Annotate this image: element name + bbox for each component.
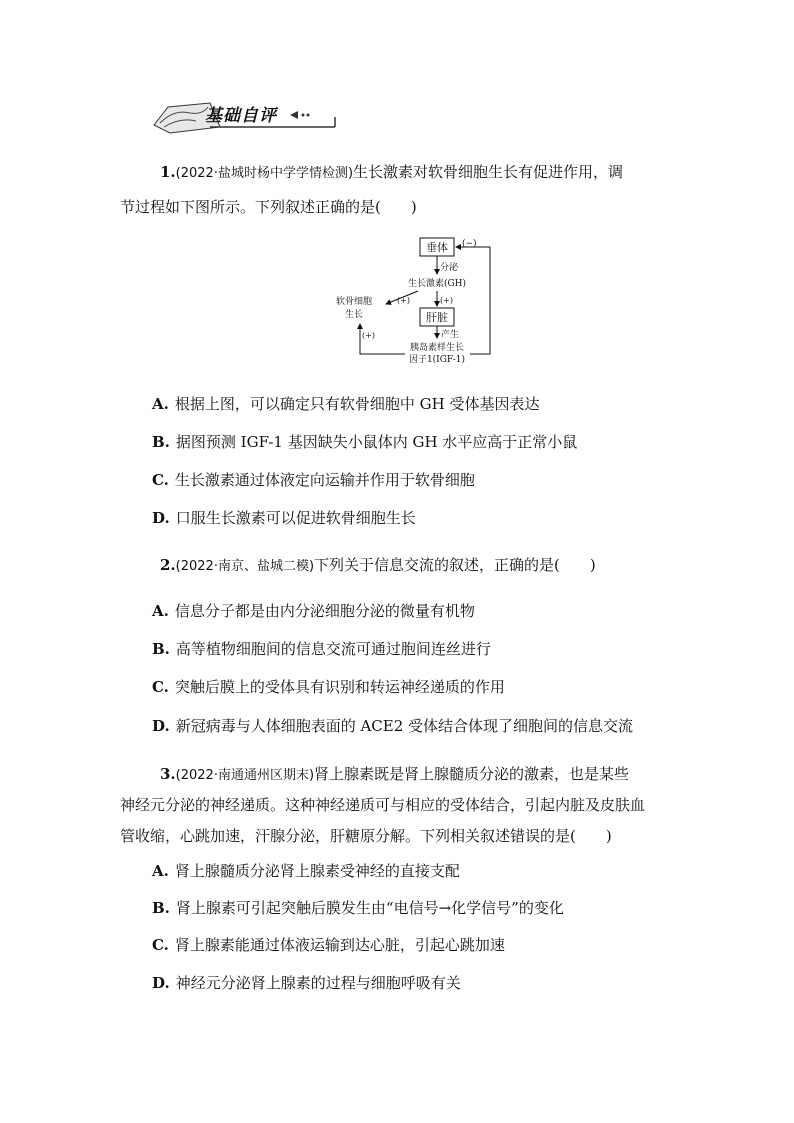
feedback-diagram — [330, 234, 500, 374]
question-1-line-1 — [160, 162, 623, 184]
q3-option-d[interactable]: D. 神经元分泌肾上腺素的过程与细胞呼吸有关 — [152, 974, 461, 992]
q2-option-d[interactable]: D. 新冠病毒与人体细胞表面的 ACE2 受体结合体现了细胞间的信息交流 — [152, 717, 634, 735]
cartilage-label-line-1: 软骨细胞 — [335, 297, 373, 307]
question-text: 下列关于信息交流的叙述，正确的是( ) — [314, 556, 596, 574]
question-number: 3. — [160, 765, 176, 783]
gh-label: 生长激素(GH) — [407, 279, 467, 289]
question-1-line-2: 节过程如下图所示。下列叙述正确的是( ) — [120, 198, 417, 216]
plus-label-2: (+) — [440, 296, 453, 305]
question-3-line-1 — [160, 764, 629, 786]
question-source: (2022·盐城时杨中学学情检测) — [175, 166, 354, 181]
plus-label-1: (+) — [397, 296, 410, 305]
q1-option-d[interactable]: D. 口服生长激素可以促进软骨细胞生长 — [152, 509, 416, 527]
q3-option-c[interactable]: C. 肾上腺素能通过体液运输到达心脏，引起心跳加速 — [152, 936, 505, 954]
negative-feedback-label: (−) — [462, 239, 477, 249]
section-title: 基础自评 — [205, 106, 277, 126]
question-source: (2022·南京、盐城二模) — [175, 559, 315, 574]
q3-option-a[interactable]: A. 肾上腺髓质分泌肾上腺素受神经的直接支配 — [152, 862, 460, 880]
igf1-label-line-1: 胰岛素样生长 — [409, 343, 465, 353]
question-text: 肾上腺素既是肾上腺髓质分泌的激素，也是某些 — [314, 765, 630, 783]
question-3-line-2: 神经元分泌的神经递质。这种神经递质可与相应的受体结合，引起内脏及皮肤血 — [120, 796, 646, 814]
produce-label: 产生 — [441, 330, 460, 340]
question-source: (2022·南通通州区期末) — [175, 768, 315, 783]
plus-label-3: (+) — [362, 331, 375, 340]
pituitary-label: 垂体 — [426, 241, 448, 254]
cartilage-label-line-2: 生长 — [344, 310, 364, 320]
liver-label: 肝脏 — [426, 311, 448, 324]
question-3-line-3: 管收缩，心跳加速，汗腺分泌，肝糖原分解。下列相关叙述错误的是( ) — [120, 827, 612, 845]
question-number: 2. — [160, 556, 176, 574]
question-number: 1. — [160, 163, 176, 181]
q2-option-a[interactable]: A. 信息分子都是由内分泌细胞分泌的微量有机物 — [152, 602, 475, 620]
question-2-line-1 — [160, 555, 596, 577]
question-text: 生长激素对软骨细胞生长有促进作用，调 — [353, 163, 624, 181]
igf1-label-line-2: 因子1(IGF-1) — [408, 355, 466, 365]
q2-option-b[interactable]: B. 高等植物细胞间的信息交流可通过胞间连丝进行 — [152, 640, 491, 658]
secrete-label: 分泌 — [440, 263, 459, 273]
q1-option-b[interactable]: B. 据图预测 IGF-1 基因缺失小鼠体内 GH 水平应高于正常小鼠 — [152, 433, 578, 451]
q1-option-a[interactable]: A. 根据上图，可以确定只有软骨细胞中 GH 受体基因表达 — [152, 395, 540, 413]
q1-option-c[interactable]: C. 生长激素通过体液定向运输并作用于软骨细胞 — [152, 471, 475, 489]
q3-option-b[interactable]: B. 肾上腺素可引起突触后膜发生由“电信号→化学信号”的变化 — [152, 899, 564, 917]
q2-option-c[interactable]: C. 突触后膜上的受体具有识别和转运神经递质的作用 — [152, 678, 505, 696]
